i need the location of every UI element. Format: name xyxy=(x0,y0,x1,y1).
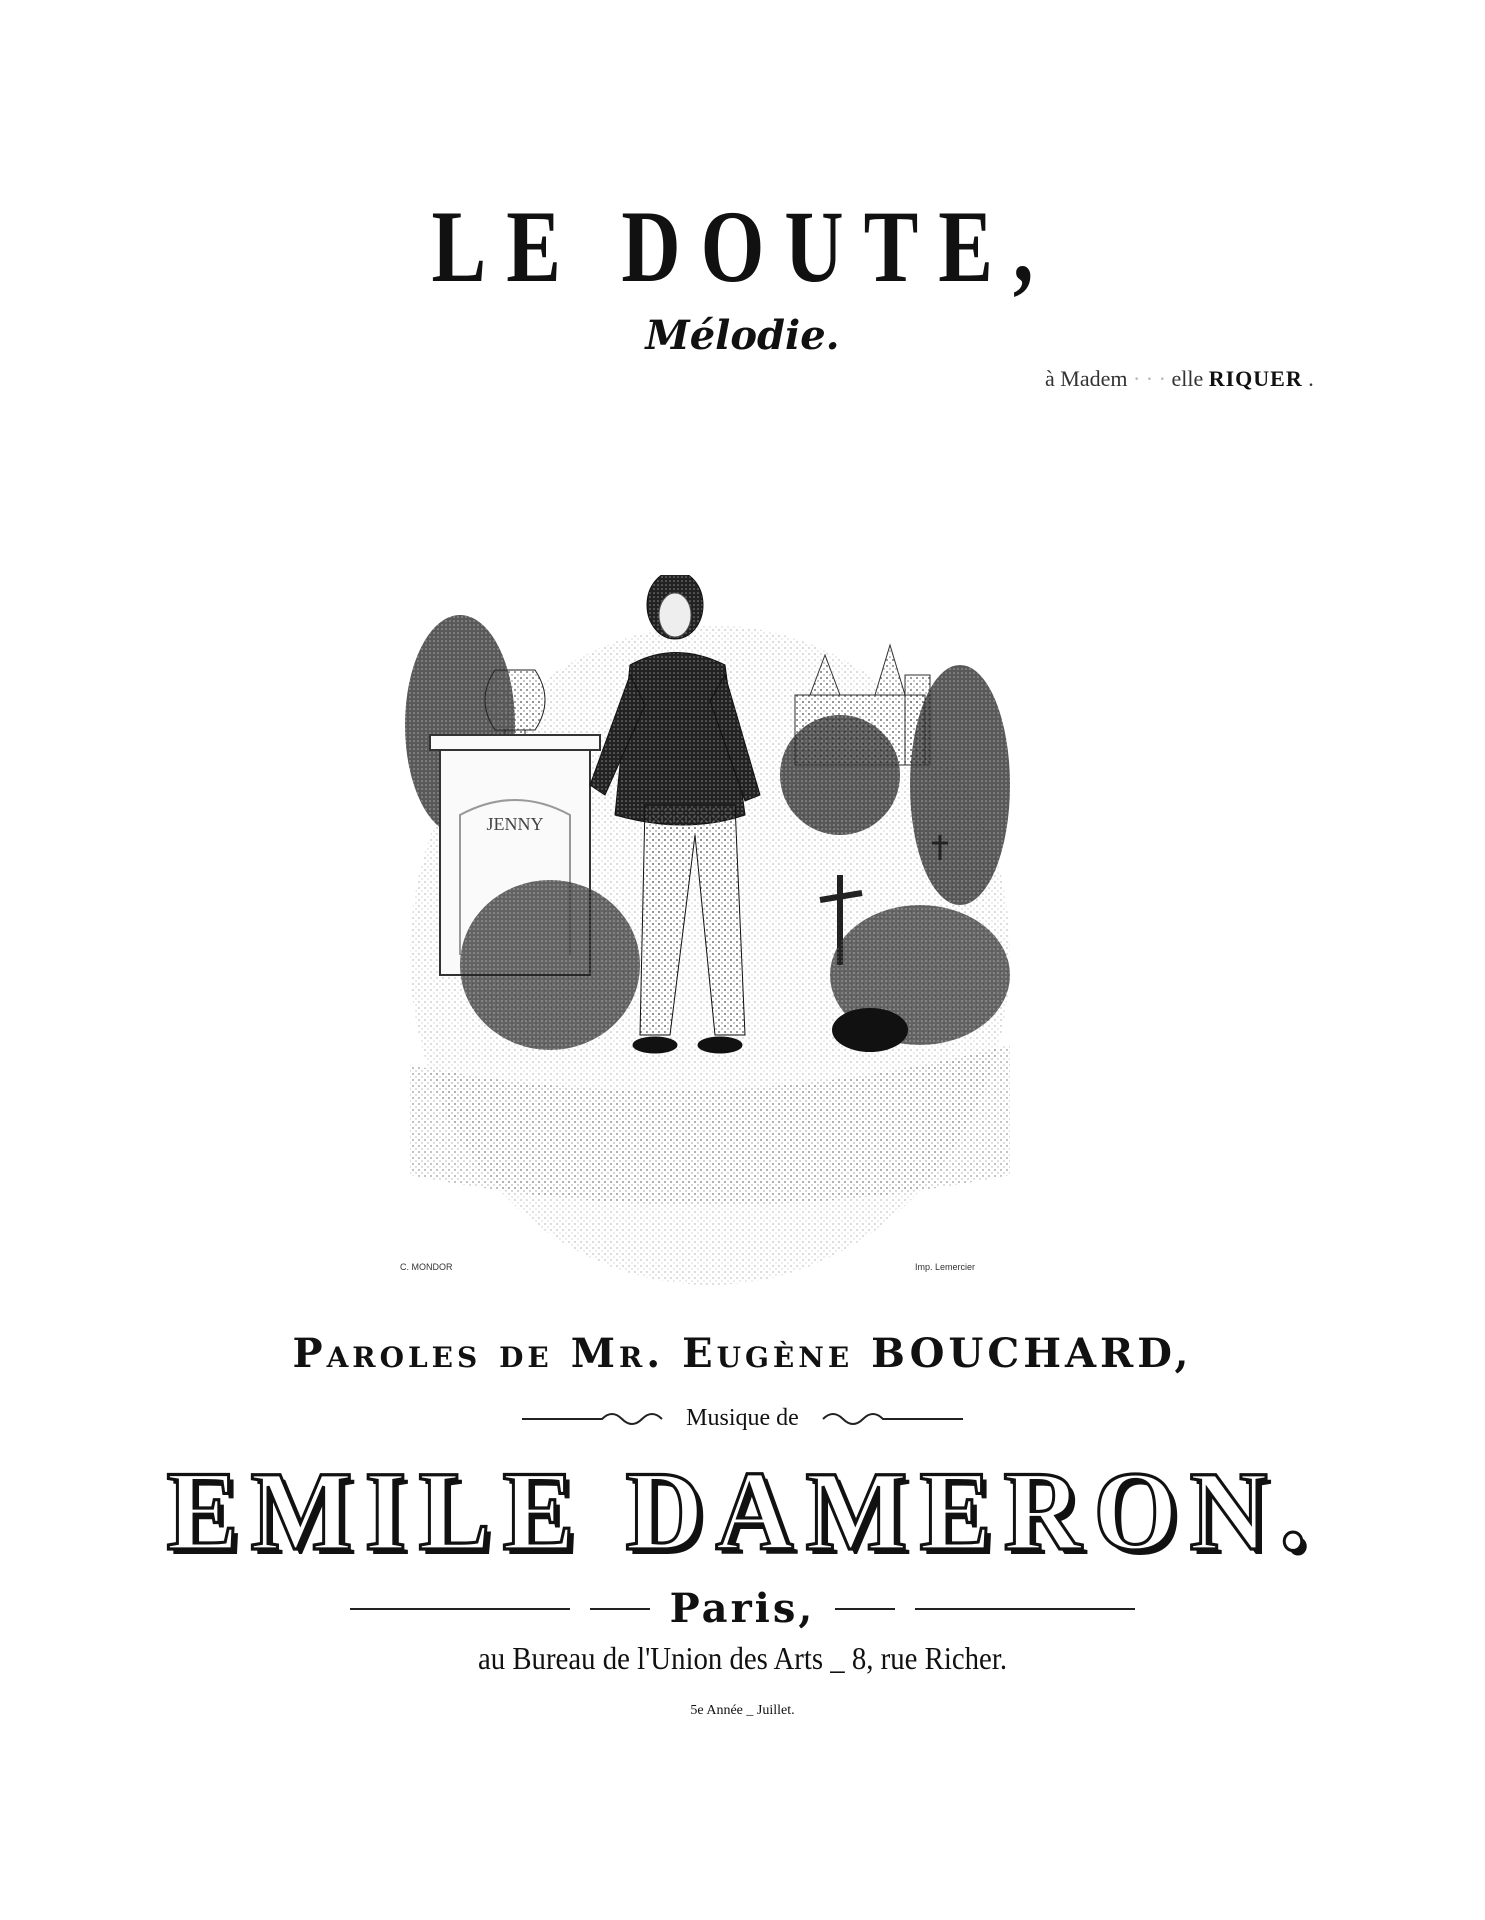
place-row xyxy=(0,1585,1485,1632)
tomb-inscription: JENNY xyxy=(486,814,544,834)
place: Paris, xyxy=(669,1585,816,1632)
dedication-suffix: . xyxy=(1308,366,1314,391)
lyrics-credit: Paroles de Mr. Eugène BOUCHARD, xyxy=(292,1330,1193,1377)
page-title: LE DOUTE, xyxy=(431,189,1054,304)
music-credit-row xyxy=(0,1405,1485,1432)
publisher-address: au Bureau de l'Union des Arts _ 8, rue Richer. xyxy=(477,1640,1008,1676)
composer-name: EMILE DAMERON. xyxy=(166,1449,1319,1574)
flourish-right xyxy=(813,1409,963,1429)
cover-illustration xyxy=(400,575,1020,1290)
dedication-name: RIQUER xyxy=(1208,366,1303,391)
rule-right xyxy=(915,1608,1135,1610)
artist-signature: C. MONDOR xyxy=(400,1262,453,1272)
printer-signature: Imp. Lemercier xyxy=(915,1262,976,1272)
rule-right-2 xyxy=(835,1608,895,1610)
dedication-middle: elle xyxy=(1171,366,1204,391)
hat xyxy=(832,1008,908,1052)
flourish-left xyxy=(522,1409,672,1429)
edition-note: 5e Année _ Juillet. xyxy=(690,1703,795,1718)
rule-left-2 xyxy=(590,1608,650,1610)
music-label: Musique de xyxy=(686,1405,799,1431)
dedication: à Madem · · · elle RIQUER . xyxy=(1045,366,1314,391)
dedication-prefix: à Madem xyxy=(1045,366,1128,391)
subtitle: Mélodie. xyxy=(645,312,840,359)
rule-left xyxy=(350,1608,570,1610)
